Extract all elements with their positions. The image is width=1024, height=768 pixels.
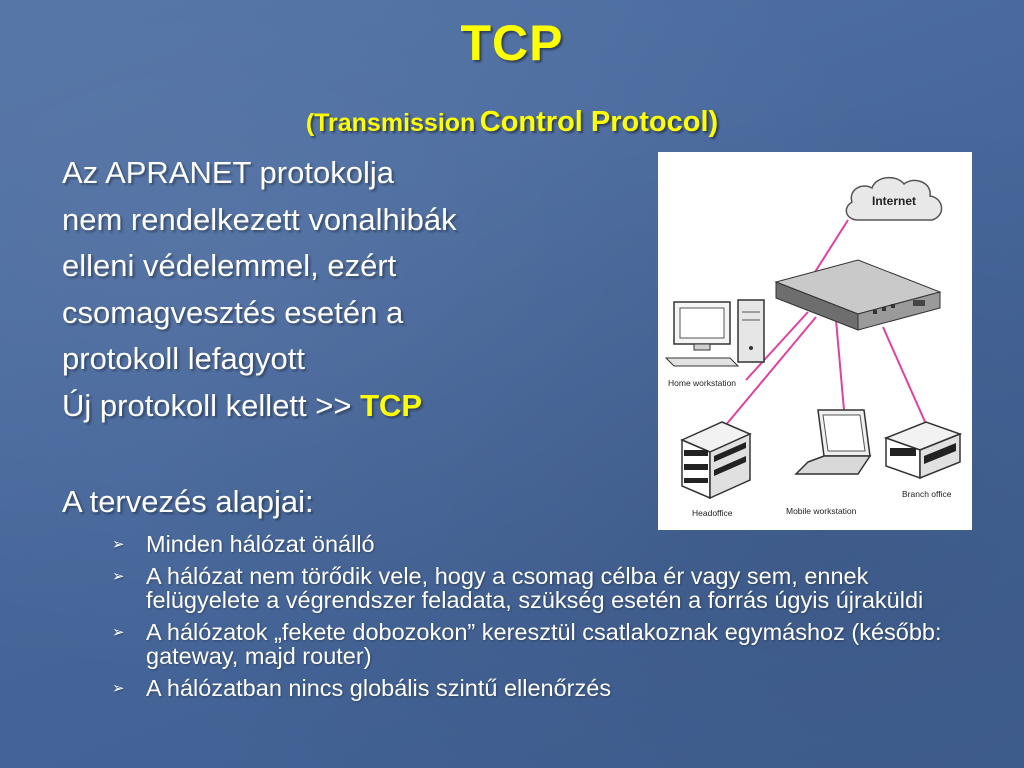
- intro-line-3: elleni védelemmel, ezért: [62, 248, 397, 283]
- list-item: [112, 564, 972, 612]
- branch-office-building-icon: [886, 422, 960, 499]
- arrow-bullet-icon: ➢: [112, 536, 125, 553]
- branch-office-label: Branch office: [902, 489, 952, 499]
- arrow-bullet-icon: ➢: [112, 624, 125, 641]
- internet-label: Internet: [871, 194, 917, 208]
- arrow-bullet-icon: ➢: [112, 568, 125, 585]
- bullet-text: A hálózatok „fekete dobozokon” keresztül csatlakoznak egymáshoz (később: gateway, majd router): [146, 619, 942, 669]
- headoffice-building-icon: [682, 422, 750, 518]
- list-item: [112, 676, 972, 700]
- tcp-highlight: TCP: [360, 387, 423, 423]
- link-router-branch: [883, 327, 926, 424]
- link-router-headoffice: [720, 317, 816, 432]
- internet-cloud-icon: [846, 178, 941, 220]
- design-principles-title: A tervezés alapjai:: [62, 484, 314, 519]
- network-diagram: [658, 152, 972, 530]
- slide-title: TCP: [460, 15, 564, 71]
- bullet-text: A hálózatban nincs globális szintű ellenőrzés: [146, 675, 612, 701]
- slide-subtitle: [0, 106, 1024, 139]
- home-workstation-icon: [666, 300, 764, 388]
- intro-line-4: csomagvesztés esetén a: [62, 294, 404, 330]
- subtitle-part2: Control Protocol): [479, 106, 719, 138]
- headoffice-label: Headoffice: [692, 508, 733, 518]
- bullet-text: Minden hálózat önálló: [146, 531, 375, 557]
- mobile-workstation-label: Mobile workstation: [786, 506, 857, 516]
- link-router-mobile: [836, 320, 844, 410]
- intro-paragraph: [62, 150, 662, 429]
- new-protocol-text: Új protokoll kellett >>: [62, 387, 361, 423]
- design-principles-list: [112, 532, 972, 708]
- intro-line-5: protokoll lefagyott: [62, 341, 305, 376]
- arrow-bullet-icon: ➢: [112, 680, 125, 697]
- laptop-icon: [786, 410, 870, 516]
- home-workstation-label: Home workstation: [668, 378, 737, 388]
- intro-line-2: nem rendelkezett vonalhibák: [62, 201, 457, 237]
- subtitle-part1: (Transmission: [305, 109, 476, 137]
- list-item: [112, 620, 972, 668]
- new-protocol-line: [62, 383, 662, 430]
- network-diagram-figure: [658, 152, 972, 530]
- list-item: [112, 532, 972, 556]
- intro-line-1: Az APRANET protokolja: [62, 155, 394, 190]
- bullet-text: A hálózat nem törődik vele, hogy a csomag célba ér vagy sem, ennek felügyelete a végrendszer feladata, szükség esetén a forrás úgyis újraküldi: [146, 563, 924, 613]
